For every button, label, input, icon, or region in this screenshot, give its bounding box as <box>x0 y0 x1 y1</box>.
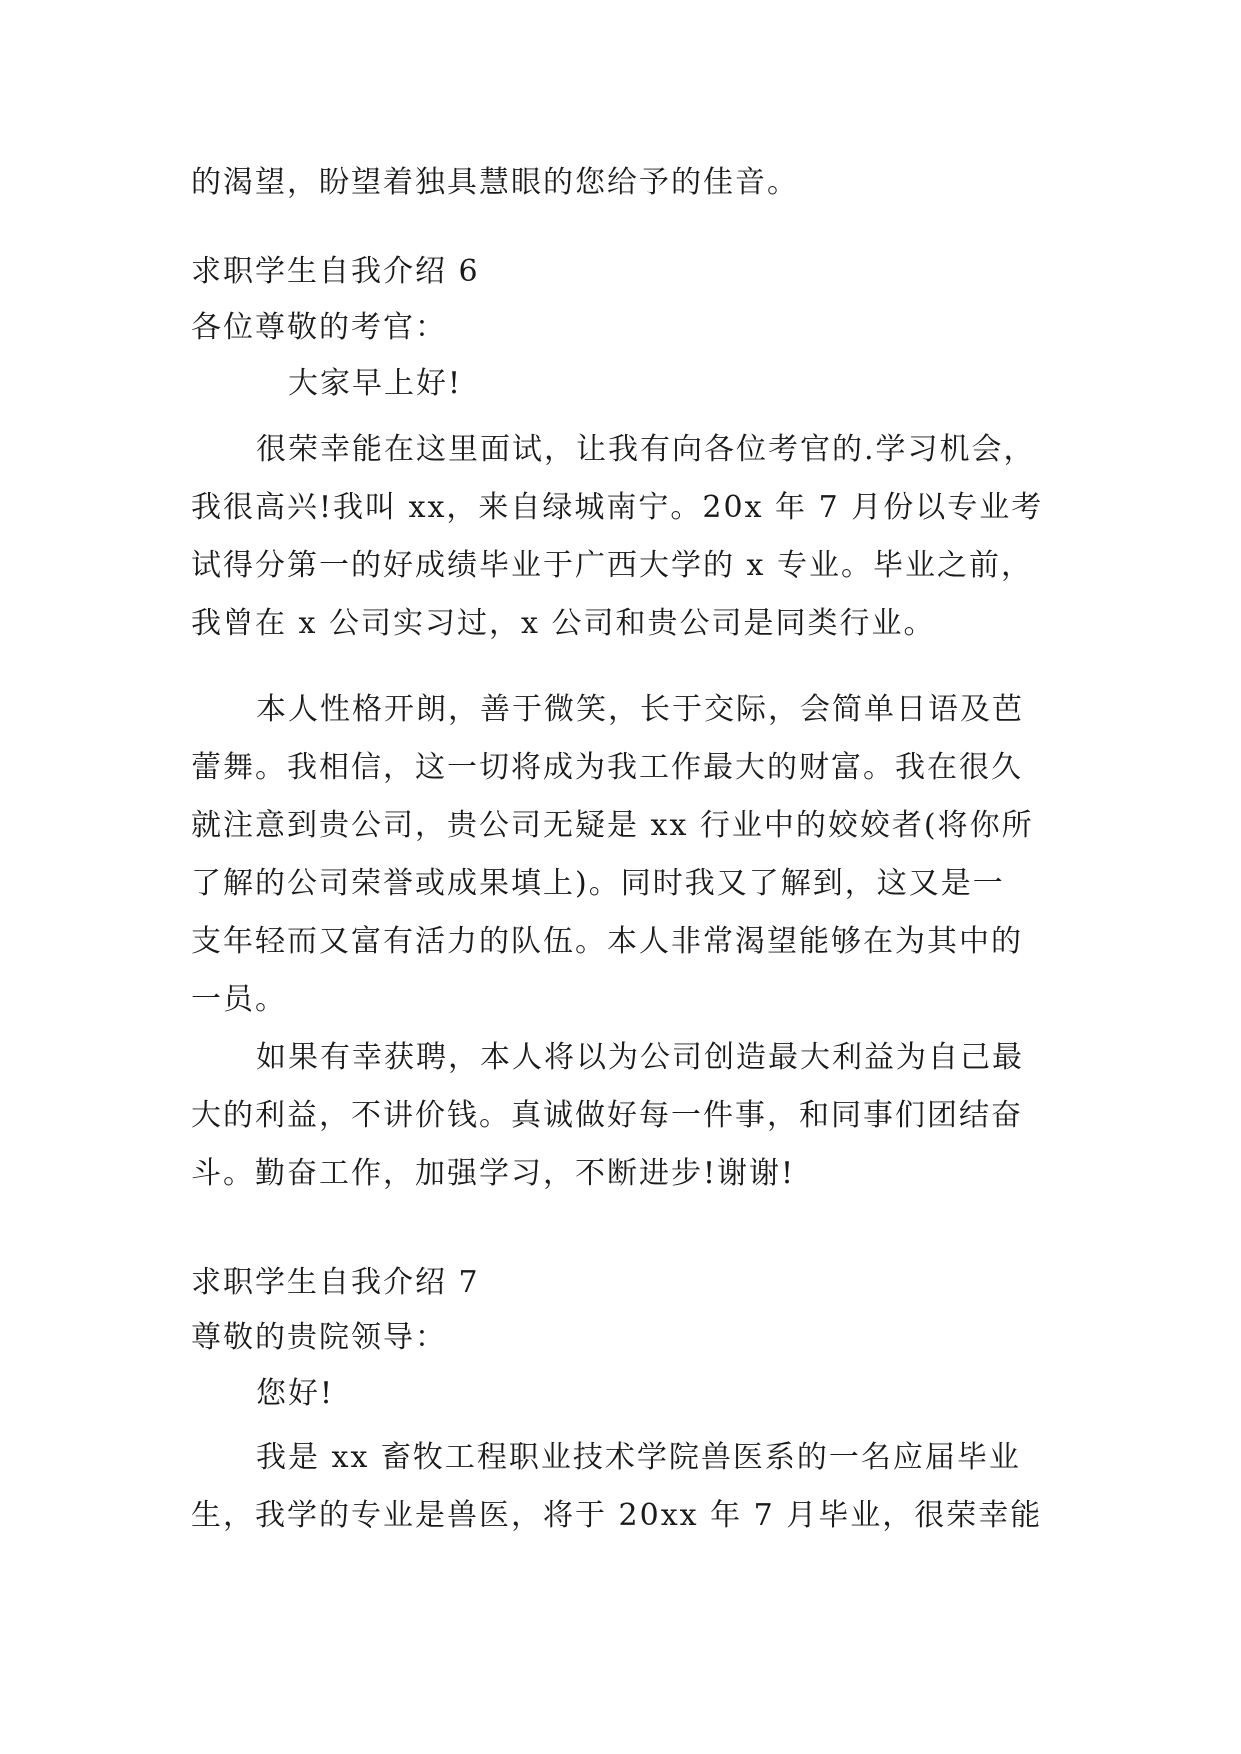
section-7-salutation: 尊敬的贵院领导： <box>191 1320 447 1355</box>
text-line: 很荣幸能在这里面试，让我有向各位考官的.学习机会， <box>256 432 1036 467</box>
section-6-greeting: 大家早上好! <box>288 366 463 401</box>
text-line: 斗。勤奋工作，加强学习，不断进步!谢谢! <box>191 1156 796 1191</box>
text-line: 大的利益，不讲价钱。真诚做好每一件事，和同事们团结奋 <box>191 1098 1023 1133</box>
section-7-title: 求职学生自我介绍 7 <box>191 1265 480 1300</box>
text-line: 我是 xx 畜牧工程职业技术学院兽医系的一名应届毕业 <box>256 1440 1021 1475</box>
text-line: 我曾在 x 公司实习过，x 公司和贵公司是同类行业。 <box>191 606 936 641</box>
section-7-greeting: 您好! <box>256 1376 335 1411</box>
text-line: 就注意到贵公司，贵公司无疑是 xx 行业中的姣姣者(将你所 <box>191 808 1034 843</box>
section-7-paragraph-1 <box>191 1429 1057 1545</box>
text-line: 试得分第一的好成绩毕业于广西大学的 x 专业。毕业之前， <box>191 548 1033 583</box>
section-6-paragraph-2 <box>191 681 1057 1029</box>
text-line: 如果有幸获聘，本人将以为公司创造最大利益为自己最 <box>256 1040 1024 1075</box>
text-line: 了解的公司荣誉或成果填上)。同时我又了解到，这又是一 <box>191 866 1005 901</box>
opening-paragraph <box>191 154 1057 212</box>
section-6-title: 求职学生自我介绍 6 <box>191 254 480 289</box>
text-line: 的渴望，盼望着独具慧眼的您给予的佳音。 <box>191 165 799 200</box>
section-6-salutation: 各位尊敬的考官： <box>191 310 447 345</box>
text-line: 支年轻而又富有活力的队伍。本人非常渴望能够在为其中的 <box>191 924 1023 959</box>
text-line: 我很高兴!我叫 xx，来自绿城南宁。20x 年 7 月份以专业考 <box>191 490 1044 525</box>
text-line: 一员。 <box>191 982 287 1017</box>
text-line: 本人性格开朗，善于微笑，长于交际，会简单日语及芭 <box>256 692 1024 727</box>
text-line: 生，我学的专业是兽医，将于 20xx 年 7 月毕业，很荣幸能 <box>191 1498 1043 1533</box>
text-line: 蕾舞。我相信，这一切将成为我工作最大的财富。我在很久 <box>191 750 1023 785</box>
section-6-paragraph-1 <box>191 421 1057 653</box>
section-6-paragraph-3 <box>191 1029 1057 1203</box>
